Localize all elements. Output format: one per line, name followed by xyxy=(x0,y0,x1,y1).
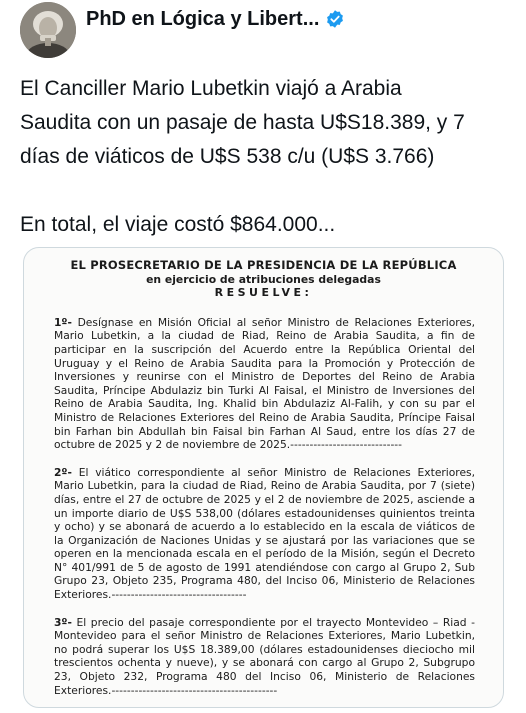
document-title: EL PROSECRETARIO DE LA PRESIDENCIA DE LA REPÚBLICA xyxy=(70,258,457,272)
post-text xyxy=(20,72,514,242)
document-heading xyxy=(24,248,503,300)
verified-badge-icon xyxy=(325,9,345,29)
attached-document-image[interactable] xyxy=(23,247,504,708)
document-resolve: RESUELVE: xyxy=(214,286,313,300)
clause-number: 3º- xyxy=(54,615,72,629)
avatar[interactable] xyxy=(20,2,76,58)
post-text-line: días de viáticos de U$S 538 c/u (U$S 3.766) xyxy=(20,145,435,168)
post-text-line: El Canciller Mario Lubetkin viajó a Arabia xyxy=(20,77,402,100)
post-text-total: En total, el viaje costó $864.000... xyxy=(20,213,336,236)
clause-number: 2º- xyxy=(54,465,72,479)
document-clause xyxy=(24,316,503,452)
post-text-line: Saudita con un pasaje de hasta U$S18.389, y 7 xyxy=(20,111,465,134)
clause-number: 1º- xyxy=(54,315,72,329)
author-row xyxy=(86,6,345,32)
avatar-portrait-icon xyxy=(20,2,76,58)
clause-text: El viático correspondiente al señor Ministro de Relaciones Exteriores, Mario Lubetkin, para la ciudad de Riad, Reino de Arabia Saudita, por 7 (siete) días, entre el 27 de octubre de 2025 y el 2 de noviembre de 2025, asciende a un importe diario de U$S 538,00 (dólares estadounidenses quinientos treinta y ocho) y se abonará de acuerdo a lo establecido en la escala de viáticos de la Organización de Naciones Unidas y se ajustará por las variaciones que se operen en la mencionada escala en el período de la Misión, según el Decreto N° 401/991 de 5 de agosto de 1991 atendiéndose con cargo al Grupo 2, Sub Grupo 23, Objeto 235, Programa 480, del Inciso 06, Ministerio de Relaciones Exteriores.----------------------------------- xyxy=(54,465,475,602)
clause-text: Desígnase en Misión Oficial al señor Ministro de Relaciones Exteriores, Mario Lubetkin, a la ciudad de Riad, Reino de Arabia Saudita, a fin de participar en la suscripción del Acuerdo entre la República Oriental del Uruguay y el Reino de Arabia Saudita para la Promoción y Protección de Inversiones y reunirse con el Ministro de Deportes del Reino de Arabia Saudita, Príncipe Abdulaziz bin Turki Al Faisal, el Ministro de Inversiones del Reino de Arabia Saudita, Ing. Khalid bin Abdulaziz Al-Falih, y con su par el Ministro de Relaciones Exteriores del Reino de Arabia Saudita, Príncipe Faisal bin Farhan bin Abdullah bin Faisal bin Farhan Al Saud, entre los días 27 de octubre de 2025 y 2 de noviembre de 2025.----------------------------- xyxy=(54,315,475,452)
author-name[interactable]: PhD en Lógica y Libert... xyxy=(86,7,320,30)
document-subtitle: en ejercicio de atribuciones delegadas xyxy=(146,272,381,286)
clause-text: El precio del pasaje correspondiente por el trayecto Montevideo – Riad - Montevideo para el señor Ministro de Relaciones Exteriores, Mario Lubetkin, no podrá superar los U$S 18.389,00 (dólares estadounidenses dieciocho mil trescientos ochenta y nueve), y se abonará con cargo al Grupo 2, Subgrupo 23, Objeto 232, Programa 480 del Inciso 06, Ministerio de Relaciones Exteriores.------------------------------------------- xyxy=(54,615,475,697)
document-clause xyxy=(24,616,503,698)
post-header xyxy=(20,2,510,62)
document-clause xyxy=(24,466,503,602)
